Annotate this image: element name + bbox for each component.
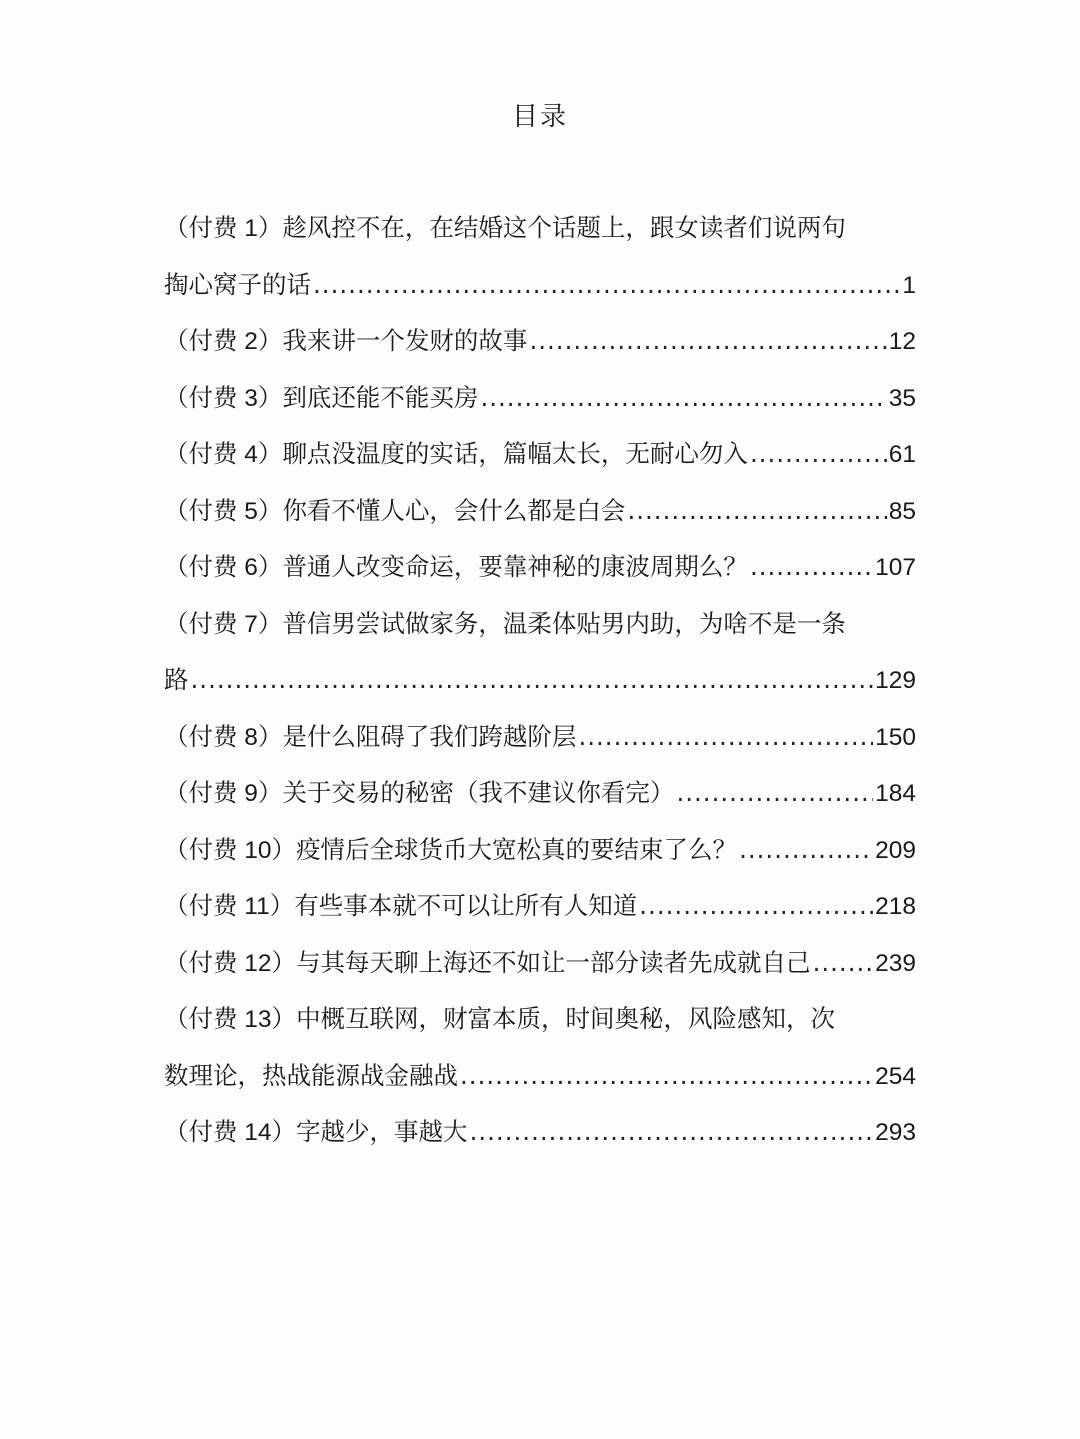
dot-leader [750,426,887,483]
toc-entry-title: 数理论，热战能源战金融战 [164,1060,458,1090]
toc-entry-line [164,313,916,370]
toc-entry-line [164,370,916,427]
toc-page-number: 12 [888,328,916,355]
toc-entry[interactable] [164,313,916,370]
dot-leader [750,539,873,596]
dot-leader [639,878,873,935]
toc-entry-title: 与其每天聊上海还不如让一部分读者先成就自己 [296,947,811,977]
toc-entry[interactable] [164,765,916,822]
toc-entry-line [164,822,916,879]
toc-entry-label: （付费 7） [164,610,283,638]
toc-entry-title: 你看不懂人心，会什么都是白会 [282,495,626,525]
toc-entry-line [164,200,916,257]
toc-entry[interactable] [164,596,916,709]
toc-page-number: 107 [875,554,916,581]
toc-entry-label: （付费 1） [164,215,283,242]
toc-page-number: 184 [875,780,916,807]
toc-entry-line [164,426,916,483]
toc-entry-title: 路 [164,665,189,694]
toc-entry[interactable] [164,200,916,313]
page-title: 目录 [511,102,568,132]
toc-entry[interactable] [164,822,916,879]
toc-entry[interactable] [164,935,916,992]
toc-entry-title: 普信男尝试做家务，温柔体贴男内助，为啥不是一条 [282,608,846,638]
toc-entry-line [164,709,916,766]
toc-entry-line [164,1104,916,1161]
table-of-contents [164,200,916,1161]
toc-entry-label: （付费 13） [164,1006,297,1033]
dot-leader [480,370,886,427]
dot-leader [739,822,873,879]
dot-leader [313,257,900,314]
toc-entry-label: （付费 12） [164,949,297,977]
toc-entry-line [164,1048,916,1105]
toc-entry[interactable] [164,539,916,596]
toc-entry-line [164,257,916,314]
toc-entry-label: （付费 8） [164,723,283,751]
toc-page-number: 254 [875,1062,916,1090]
toc-entry-line [164,652,916,709]
toc-entry[interactable] [164,878,916,935]
toc-entry-line [164,483,916,540]
toc-entry-label: （付费 14） [164,1119,297,1146]
toc-entry[interactable] [164,1104,916,1161]
toc-entry-line [164,539,916,596]
toc-entry[interactable] [164,709,916,766]
toc-entry-label: （付费 5） [164,497,283,525]
dot-leader [578,709,873,766]
dot-leader [627,483,886,540]
toc-page-number: 85 [888,497,916,525]
toc-page-number: 129 [875,667,916,694]
toc-entry[interactable] [164,483,916,540]
toc-entry-title: 趁风控不在，在结婚这个话题上，跟女读者们说两句 [282,213,846,242]
toc-entry-title: 有些事本就不可以让所有人知道 [294,891,638,920]
toc-page-number: 209 [875,836,916,864]
dot-leader [676,765,873,822]
dot-leader [191,652,874,709]
toc-page-number: 293 [875,1119,916,1146]
toc-entry-title: 中概互联网，财富本质，时间奥秘，风险感知，次 [296,1004,836,1033]
toc-entry-label: （付费 11） [164,893,295,920]
toc-entry-title: 我来讲一个发财的故事 [282,326,528,355]
toc-entry-title: 疫情后全球货币大宽松真的要结束了么？ [296,834,738,864]
dot-leader [529,313,886,370]
toc-entry-line [164,596,916,653]
toc-entry-line [164,935,916,992]
toc-entry-title: 到底还能不能买房 [282,382,479,412]
toc-entry-label: （付费 10） [164,836,297,864]
toc-entry-label: （付费 9） [164,780,283,807]
toc-page-number: 61 [888,441,916,468]
toc-entry-label: （付费 2） [164,328,283,355]
toc-entry-title: 聊点没温度的实话，篇幅太长，无耐心勿入 [282,439,748,468]
toc-entry-line [164,878,916,935]
toc-entry-title: 字越少，事越大 [296,1117,468,1146]
toc-entry-title: 掏心窝子的话 [164,269,311,299]
dot-leader [460,1048,873,1105]
toc-page-number: 1 [902,271,916,299]
toc-entry-line [164,765,916,822]
toc-entry-title: 关于交易的秘密（我不建议你看完） [282,778,675,807]
toc-page-number: 35 [888,384,916,412]
toc-entry[interactable] [164,370,916,427]
toc-entry-label: （付费 4） [164,441,283,468]
toc-entry-title: 普通人改变命运，要靠神秘的康波周期么？ [282,552,748,581]
toc-page-number: 239 [875,949,916,977]
toc-entry[interactable] [164,991,916,1104]
dot-leader [813,935,874,992]
toc-entry[interactable] [164,426,916,483]
toc-entry-title: 是什么阻碍了我们跨越阶层 [282,721,577,751]
toc-entry-label: （付费 6） [164,554,283,581]
toc-page-number: 150 [875,723,916,751]
dot-leader [470,1104,874,1161]
toc-page-number: 218 [875,893,916,920]
toc-entry-label: （付费 3） [164,384,283,412]
toc-entry-line [164,991,916,1048]
